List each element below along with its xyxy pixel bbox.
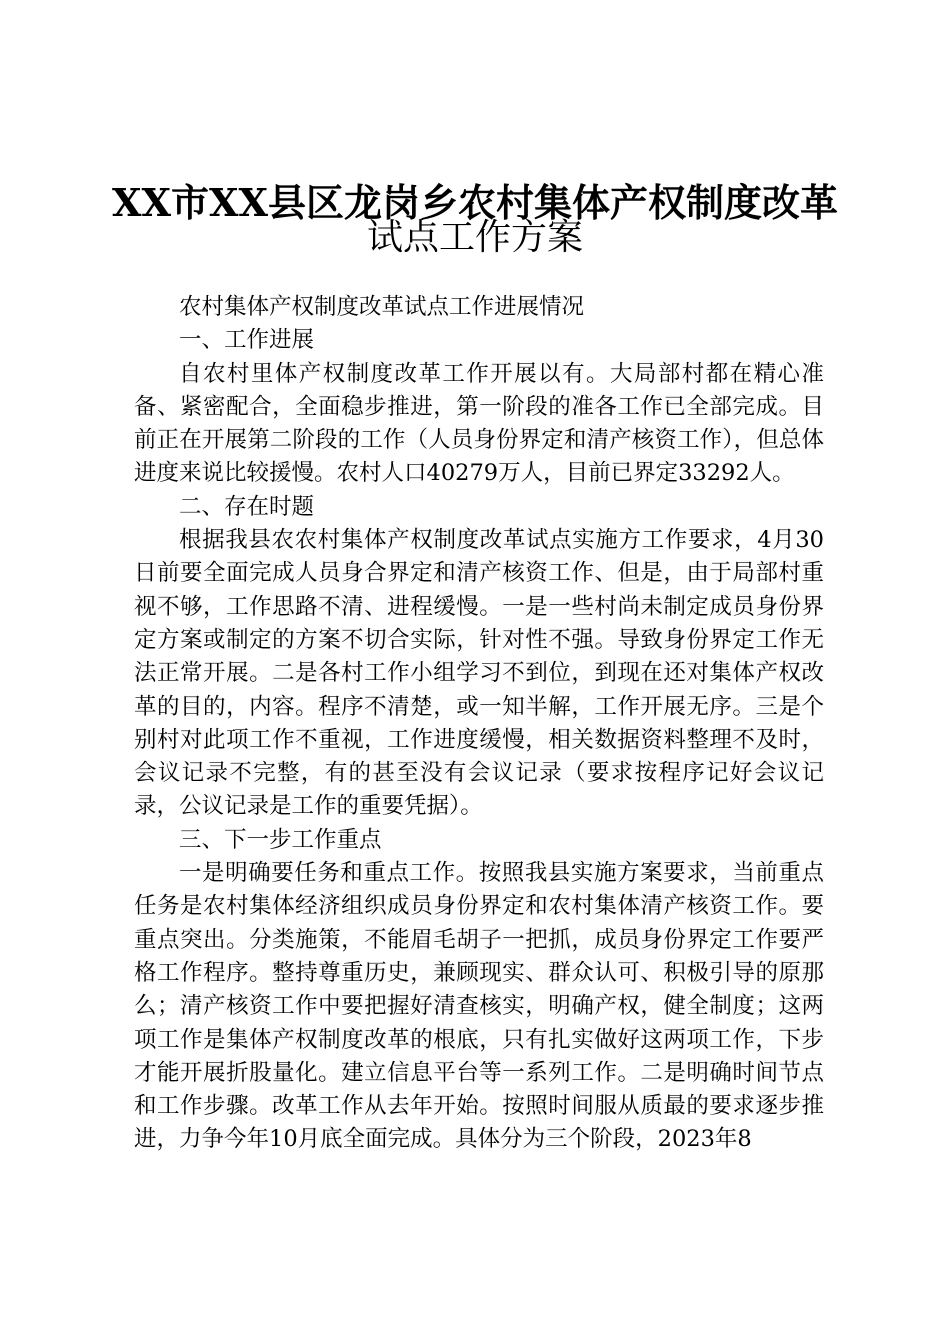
document-title-line-1: XX市XX县区龙岗乡农村集体产权制度改革 [112, 180, 838, 225]
section-heading-work-progress: 一、工作进展 [179, 327, 315, 354]
paragraph-work-progress: 自农村里体产权制度改革工作开展以有。大局部村都在精心准备、紧密配合，全面稳步推进，第一阶段的准各工作已全部完成。目前正在开展第二阶段的工作（人员身份界定和清产核资工作），但总体进度来说比较援慢。农村人口40279万人，目前已界定33292人。 [134, 360, 824, 487]
document-title-line-2: 试点工作方案 [366, 217, 583, 258]
paragraph-existing-problems: 根据我县农农村集体产权制度改革试点实施方工作要求，4月30日前要全面完成人员身合界定和清产核资工作、但是，由于局部村重视不够，工作思路不清、进程缓慢。一是一些村尚未制定成员身份界定方案或制定的方案不切合实际，针对性不强。导致身份界定工作无法正常开展。二是各村工作小组学习不到位，到现在还对集体产权改革的目的，内容。程序不清楚，或一知半解，工作开展无序。三是个别村对此项工作不重视，工作进度缓慢，相关数据资料整理不及时，会议记录不完整，有的甚至没有会议记录（要求按程序记好会议记录，公议记录是工作的重要凭据）。 [134, 527, 824, 820]
progress-summary-heading: 农村集体产权制度改革试点工作进展情况 [179, 294, 585, 320]
paragraph-next-steps: 一是明确要任务和重点工作。按照我县实施方案要求，当前重点任务是农村集体经济组织成员身份界定和农村集体清产核资工作。要重点突出。分类施策，不能眉毛胡子一把抓，成员身份界定工作要严格工作程序。整持尊重历史，兼顾现实、群众认可、积极引导的原那么；清产核资工作中要把握好清查核实，明确产权，健全制度；这两项工作是集体产权制度改革的根底，只有扎实做好这两项工作，下步才能开展折股量化。建立信息平台等一系列工作。二是明确时间节点和工作步骤。改革工作从去年开始。按照时间服从质最的要求逐步推进，力争今年10月底全面完成。具体分为三个阶段，2023年8 [134, 860, 824, 1153]
section-heading-next-steps: 三、下一步工作重点 [179, 826, 382, 853]
document-body [134, 291, 824, 1157]
section-heading-existing-problems: 二、存在时题 [179, 493, 315, 520]
